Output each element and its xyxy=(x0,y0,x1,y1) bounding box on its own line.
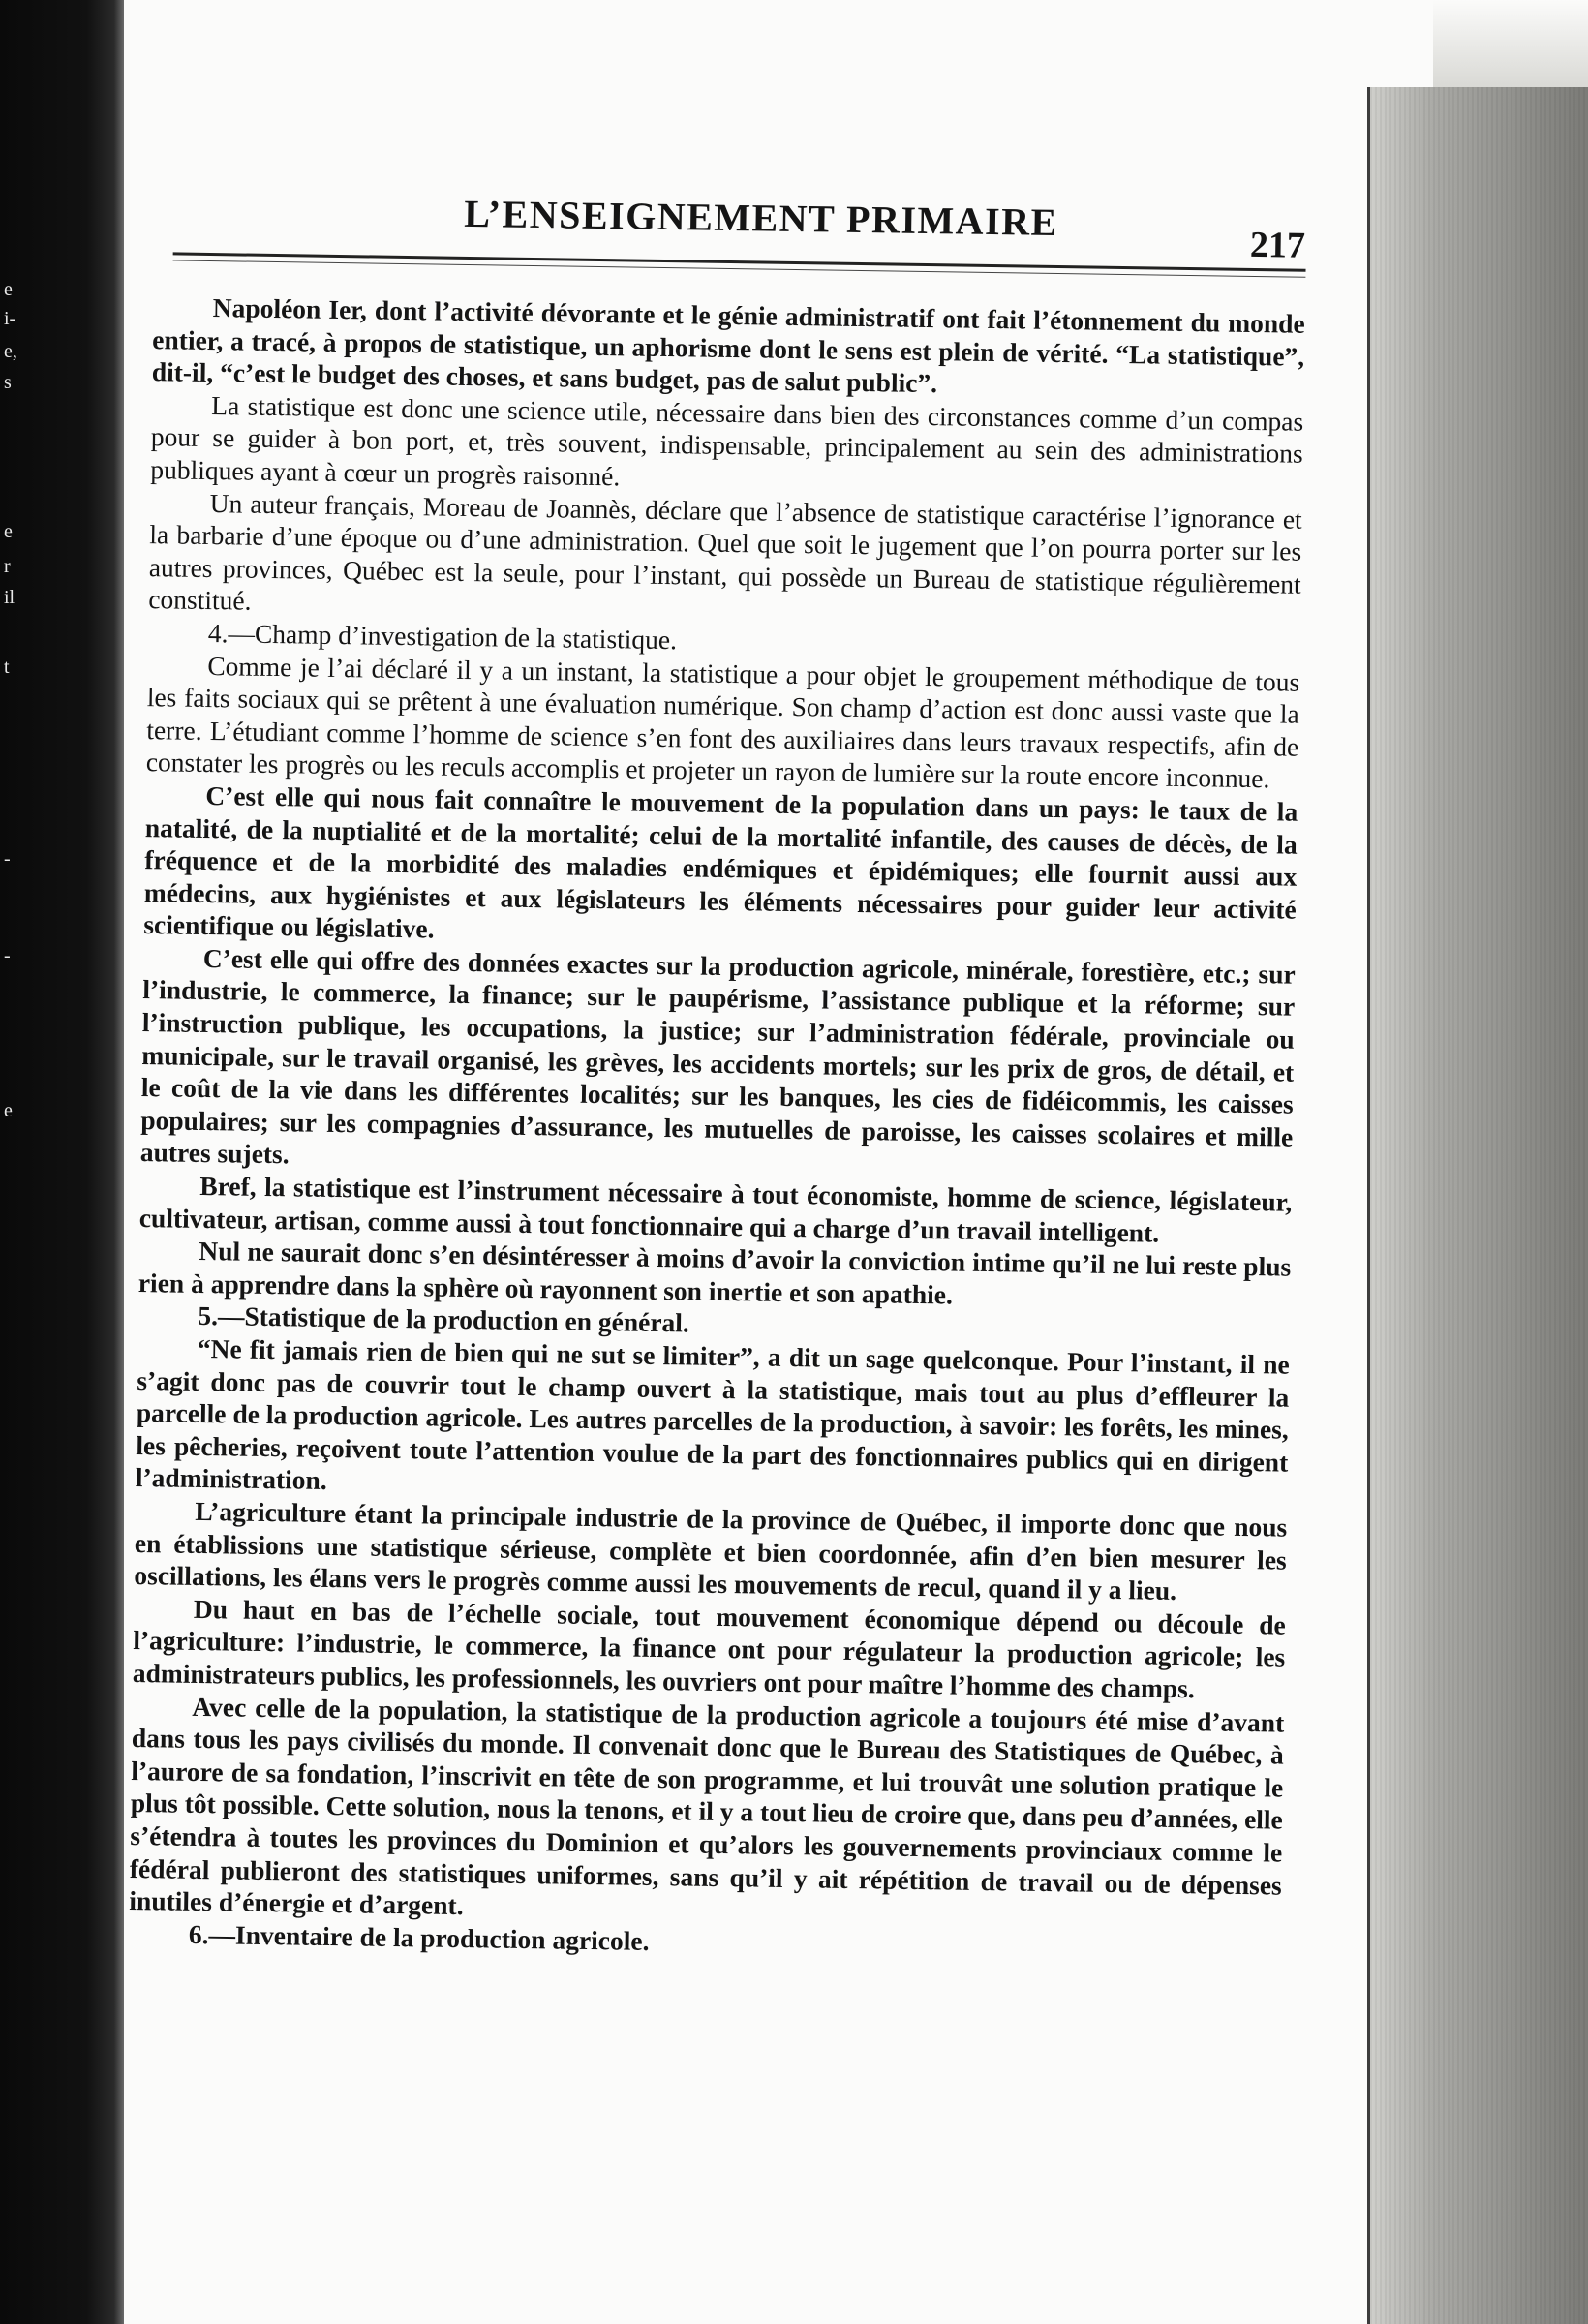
page-edges-stack xyxy=(1367,87,1588,2324)
paragraph: Nul ne saurait donc s’en désintéresser à moins d’avoir la conviction intime qu’il ne lui reste plus rien à apprendre dans la sphère où rayonnent son inertie et son apathie. xyxy=(137,1236,1292,1310)
paragraph: “Ne fit jamais rien de bien qui ne sut se limiter”, a dit un sage quelconque. Pour l’instant, il ne s’agit donc pas de couvrir tout le champ ouvert à la statistique, mais tout au plus d’effleurer la parcelle de la production agricole. Les autres parcelles de la production, à savoir: les forêts, les mines, les pêcheries, reçoivent toute l’attention voulue de la part des fonctionnaires publics qui en dirigent l’administration. xyxy=(135,1332,1290,1496)
paragraph: Napoléon Ier, dont l’activité dévorante et le génie administratif ont fait l’étonnement du monde entier, a tracé, à propos de statistique, un aphorisme dont le sens est plein de vérité. “La statistique”, dit-il, “c’est le budget des choses, et sans budget, pas de salut public”. xyxy=(151,292,1305,399)
running-head: L’ENSEIGNEMENT PRIMAIRE xyxy=(463,191,1059,244)
margin-fragment: - xyxy=(4,848,11,870)
margin-fragment: i- xyxy=(4,308,16,329)
margin-fragment: e xyxy=(4,521,13,542)
section-heading: 5.—Statistique de la production en général. xyxy=(198,1300,690,1338)
printed-page xyxy=(116,165,1307,2119)
paragraph: C’est elle qui offre des données exactes sur la production agricole, minérale, forestière, etc.; sur l’industrie, le commerce, la finance; sur le paupérisme, l’assistance publique et la réforme; sur l’instruction publique, les occupations, la justice; sur l’administration fédérale, provinciale ou municipale, sur le travail organisé, les grèves, les accidents mortels; sur les prix de gros, de détail, et le coût de la vie dans les différentes localités; sur les banques, les cies de fidéicommis, les caisses populaires; sur les compagnies d’assurance, les mutuelles de paroisse, les caisses scolaires et mille autres sujets. xyxy=(139,942,1296,1170)
paragraph: Avec celle de la population, la statistique de la production agricole a toujours été mise d’avant dans tous les pays civilisés du monde. Il convenait donc que le Bureau des Statistiques de Québec, à l’aurore de sa fondation, l’inscrivit en tête de son programme, et lui trouvât une solution pratique le plus tôt possible. Cette solution, nous la tenons, et il y a tout lieu de croire que, dans peu d’années, elle s’étendra à toutes les provinces du Dominion et qu’alors les gouvernements provinciaux comme le fédéral publieront des statistiques uniformes, sans qu’il y ait répétition de travail ou de dépenses inutiles d’énergie et d’argent. xyxy=(129,1691,1285,1921)
page-edges-top xyxy=(1433,0,1588,87)
margin-fragment: e xyxy=(4,1100,13,1121)
margin-fragment: e, xyxy=(4,341,17,362)
margin-fragment: - xyxy=(4,945,11,966)
paragraph: C’est elle qui nous fait connaître le mouvement de la population dans un pays: le taux de la natalité, de la nuptialité et de la mortalité; celui de la mortalité infantile, des causes de décès, de la fréquence et de la morbidité des maladies endémiques et épidémiques; elle fournit aussi aux médecins, aux hygiénistes et aux législateurs les éléments nécessaires pour guider leur activité scientifique ou législative. xyxy=(143,780,1298,944)
page-number: 217 xyxy=(1249,224,1306,266)
paragraph: L’agriculture étant la principale industrie de la province de Québec, il importe donc que nous en établissions une statistique sérieuse, complète et bien coordonnée, afin d’en bien mesurer les oscillations, les élans vers le progrès comme aussi les mouvements de recul, quand il y a lieu. xyxy=(134,1495,1288,1606)
paragraph: Comme je l’ai déclaré il y a un instant, la statistique a pour objet le groupement méthodique de tous les faits sociaux qui se prêtent à une évaluation numérique. Son champ d’action est donc aussi vaste que la terre. L’étudiant comme l’homme de science s’en font des auxiliaires dans leurs travaux respectifs, afin de constater les progrès ou les reculs accomplis et projeter un rayon de lumière sur la route encore inconnue. xyxy=(145,650,1300,794)
paragraph: Bref, la statistique est l’instrument nécessaire à tout économiste, homme de science, législateur, cultivateur, artisan, comme aussi à tout fonctionnaire qui a charge d’un travail intelligent. xyxy=(138,1170,1293,1248)
section-heading: 4.—Champ d’investigation de la statistique. xyxy=(207,617,678,656)
margin-fragment: s xyxy=(4,372,12,393)
paragraph: Un auteur français, Moreau de Joannès, déclare que l’absence de statistique caractérise l’ignorance et la barbarie d’une époque ou d’une administration. Quel que soit le jugement que l’on pourra porter sur les autres provinces, Québec est la seule, pour l’instant, qui possède un Bureau de statistique régulièrement constitué. xyxy=(148,487,1302,617)
margin-fragment: il xyxy=(4,587,15,608)
margin-fragment: t xyxy=(4,657,10,678)
previous-page-margin xyxy=(0,0,25,2324)
paragraph: Du haut en bas de l’échelle sociale, tout mouvement économique dépend ou découle de l’agriculture: l’industrie, le commerce, la finance ont pour régulateur la production agricole; les administrateurs publics, les professionnels, les ouvriers ont pour maître l’homme des champs. xyxy=(132,1593,1286,1704)
margin-fragment: r xyxy=(4,556,11,577)
page-body xyxy=(129,290,1305,1967)
margin-fragment: e xyxy=(4,279,13,300)
section-heading: 6.—Inventaire de la production agricole. xyxy=(188,1918,650,1956)
paragraph: La statistique est donc une science utile, nécessaire dans bien des circonstances comme d’un compas pour se guider à bon port, et, très souvent, indispensable, principalement au sein des administrations publiques ayant à cœur un progrès raisonné. xyxy=(150,389,1304,492)
